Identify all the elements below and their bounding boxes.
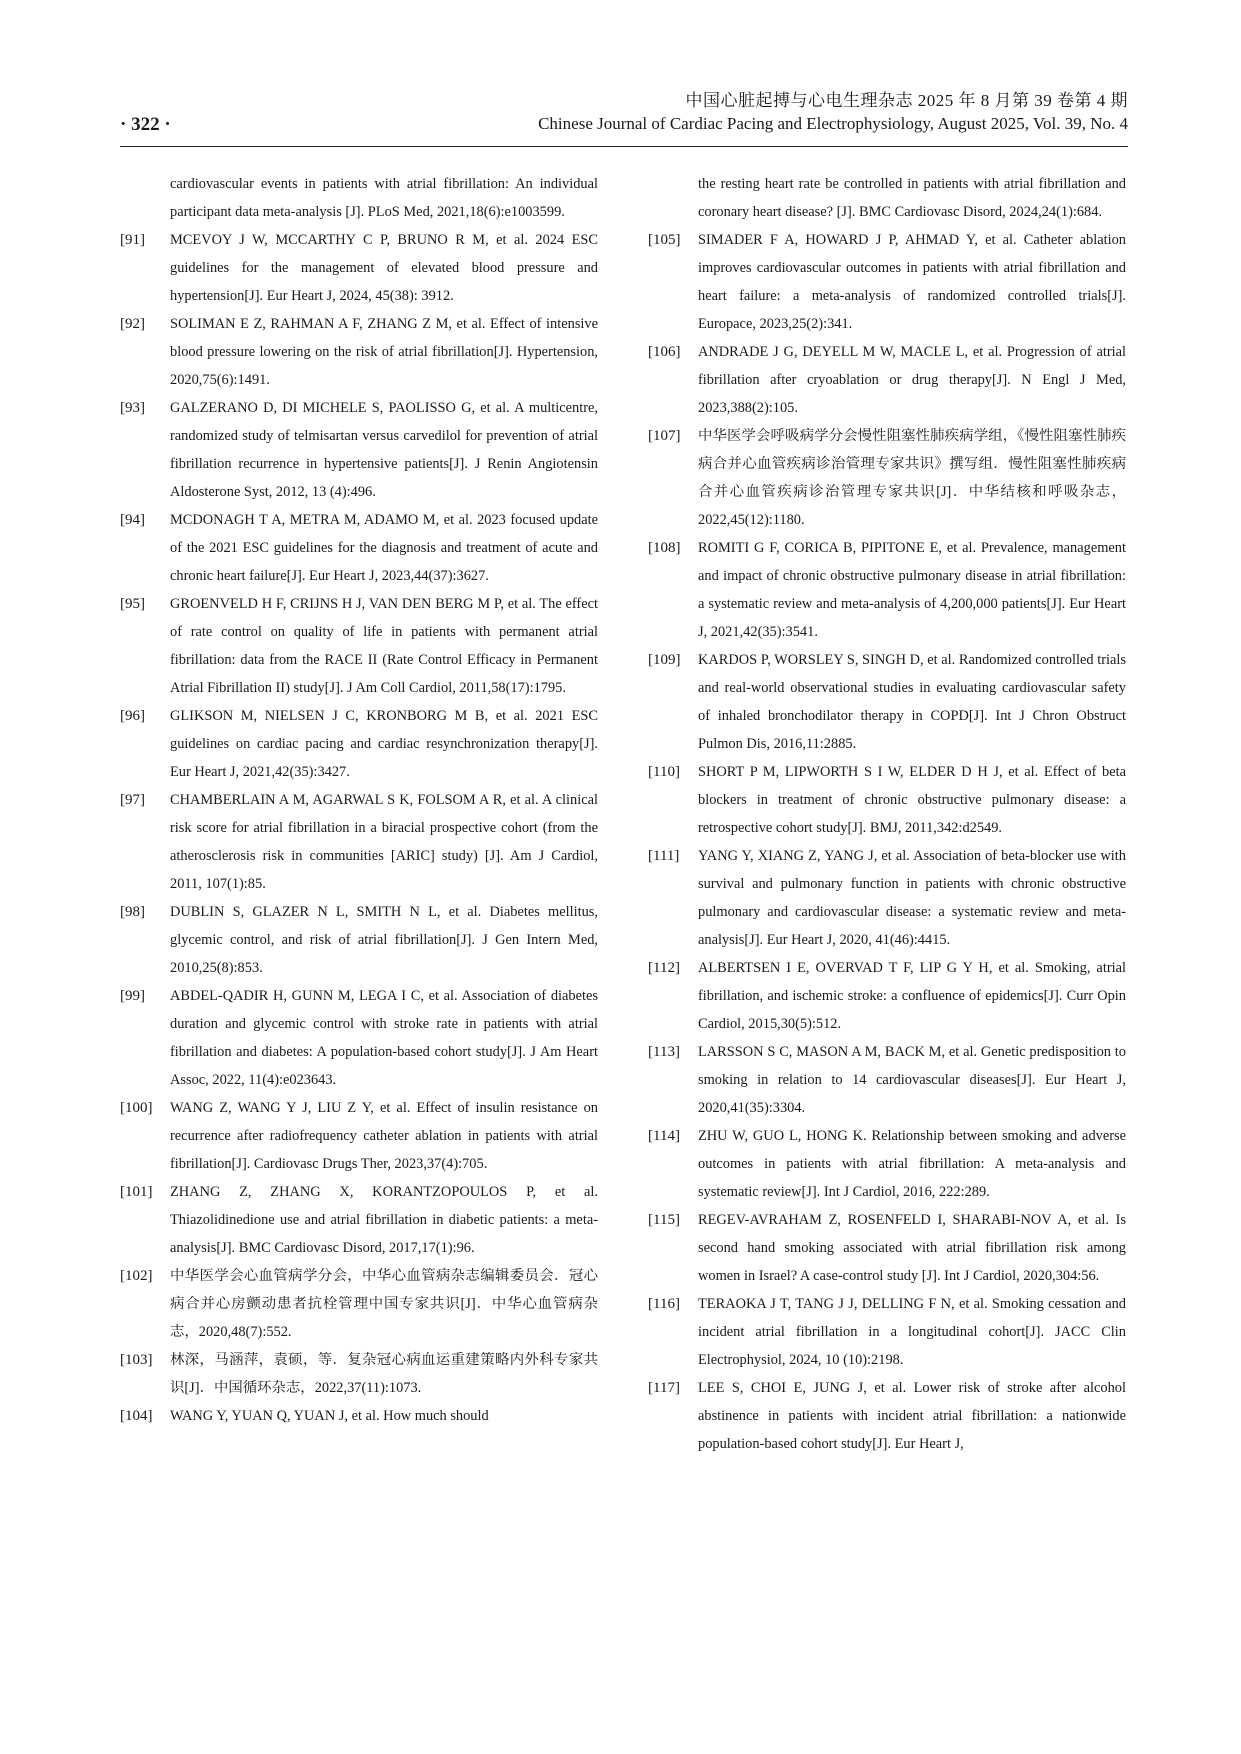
reference-text: ZHU W, GUO L, HONG K. Relationship between smoking and adverse outcomes in patients with atrial fibrillation: A meta-analysis and systematic review[J]. Int J Cardiol, 2016, 222:289. — [698, 1128, 1126, 1200]
reference-number: [106] — [648, 344, 681, 360]
reference-number: [100] — [120, 1100, 153, 1116]
reference-number: [103] — [120, 1352, 153, 1368]
reference-entry — [648, 338, 1126, 422]
reference-entry — [648, 422, 1126, 534]
reference-number: [96] — [120, 708, 145, 724]
reference-entry — [648, 1374, 1126, 1458]
reference-number: [114] — [648, 1128, 680, 1144]
reference-text: REGEV-AVRAHAM Z, ROSENFELD I, SHARABI-NOV A, et al. Is second hand smoking associated with atrial fibrillation risk among women in Israel? A case-control study [J]. Int J Cardiol, 2020,304:56. — [698, 1212, 1126, 1284]
reference-number: [108] — [648, 540, 681, 556]
reference-text: WANG Z, WANG Y J, LIU Z Y, et al. Effect of insulin resistance on recurrence after radiofrequency catheter ablation in patients with atrial fibrillation[J]. Cardiovasc Drugs Ther, 2023,37(4):705. — [170, 1100, 598, 1172]
reference-entry — [648, 758, 1126, 842]
reference-text: ABDEL-QADIR H, GUNN M, LEGA I C, et al. Association of diabetes duration and glycemic control with stroke rate in patients with atrial fibrillation and diabetes: A population-based cohort study[J]. J Am Heart Assoc, 2022, 11(4):e023643. — [170, 988, 598, 1088]
reference-entry — [648, 1038, 1126, 1122]
reference-entry — [120, 394, 598, 506]
reference-entry — [120, 506, 598, 590]
reference-text: LARSSON S C, MASON A M, BACK M, et al. Genetic predisposition to smoking in relation to 14 cardiovascular diseases[J]. Eur Heart J, 2020,41(35):3304. — [698, 1044, 1126, 1116]
reference-text: SIMADER F A, HOWARD J P, AHMAD Y, et al. Catheter ablation improves cardiovascular outcomes in patients with atrial fibrillation and heart failure: a meta-analysis of randomized controlled trials[J]. Europace, 2023,25(2):341. — [698, 232, 1126, 332]
reference-entry — [120, 590, 598, 702]
reference-entry — [648, 534, 1126, 646]
reference-entry — [120, 786, 598, 898]
reference-number: [92] — [120, 316, 145, 332]
reference-list-left-column — [120, 170, 598, 1430]
reference-text: DUBLIN S, GLAZER N L, SMITH N L, et al. Diabetes mellitus, glycemic control, and risk of atrial fibrillation[J]. J Gen Intern Med, 2010,25(8):853. — [170, 904, 598, 976]
reference-entry — [120, 702, 598, 786]
reference-text: SOLIMAN E Z, RAHMAN A F, ZHANG Z M, et al. Effect of intensive blood pressure lowering on the risk of atrial fibrillation[J]. Hypertension, 2020,75(6):1491. — [170, 316, 598, 388]
reference-entry — [120, 1346, 598, 1402]
reference-number: [116] — [648, 1296, 680, 1312]
header-rule — [120, 146, 1128, 147]
reference-entry — [120, 1094, 598, 1178]
reference-text: 林深，马涵萍，袁硕，等．复杂冠心病血运重建策略内外科专家共识[J]．中国循环杂志，2022,37(11):1073. — [170, 1352, 598, 1396]
reference-number: [112] — [648, 960, 680, 976]
reference-text: TERAOKA J T, TANG J J, DELLING F N, et al. Smoking cessation and incident atrial fibrillation in a longitudinal cohort[J]. JACC Clin Electrophysiol, 2024, 10 (10):2198. — [698, 1296, 1126, 1368]
reference-entry — [648, 954, 1126, 1038]
page-number: · 322 · — [120, 114, 171, 135]
reference-number: [107] — [648, 428, 681, 444]
reference-number: [95] — [120, 596, 145, 612]
reference-text: GROENVELD H F, CRIJNS H J, VAN DEN BERG M P, et al. The effect of rate control on quality of life in patients with permanent atrial fibrillation: data from the RACE II (Rate Control Efficacy in Permanent Atrial Fibrillation II) study[J]. J Am Coll Cardiol, 2011,58(17):1795. — [170, 596, 598, 696]
reference-number: [110] — [648, 764, 680, 780]
reference-text: the resting heart rate be controlled in patients with atrial fibrillation and coronary heart disease? [J]. BMC Cardiovasc Disord, 2024,24(1):684. — [698, 176, 1126, 220]
reference-text: MCEVOY J W, MCCARTHY C P, BRUNO R M, et al. 2024 ESC guidelines for the management of elevated blood pressure and hypertension[J]. Eur Heart J, 2024, 45(38): 3912. — [170, 232, 598, 304]
reference-entry — [120, 170, 598, 226]
reference-entry — [648, 1290, 1126, 1374]
reference-text: KARDOS P, WORSLEY S, SINGH D, et al. Randomized controlled trials and real-world observational studies in evaluating cardiovascular safety of inhaled bronchodilator therapy in COPD[J]. Int J Chron Obstruct Pulmon Dis, 2016,11:2885. — [698, 652, 1126, 752]
reference-entry — [648, 646, 1126, 758]
reference-number: [91] — [120, 232, 145, 248]
reference-list-right-column — [648, 170, 1126, 1458]
reference-number: [99] — [120, 988, 145, 1004]
reference-text: ANDRADE J G, DEYELL M W, MACLE L, et al. Progression of atrial fibrillation after cryoablation or drug therapy[J]. N Engl J Med, 2023,388(2):105. — [698, 344, 1126, 416]
reference-entry — [120, 1178, 598, 1262]
reference-entry — [120, 982, 598, 1094]
reference-entry — [648, 170, 1126, 226]
reference-entry — [648, 1122, 1126, 1206]
reference-number: [93] — [120, 400, 145, 416]
reference-text: SHORT P M, LIPWORTH S I W, ELDER D H J, et al. Effect of beta blockers in treatment of chronic obstructive pulmonary disease: a retrospective cohort study[J]. BMJ, 2011,342:d2549. — [698, 764, 1126, 836]
journal-header-cn: 中国心脏起搏与心电生理杂志 2025 年 8 月第 39 卷第 4 期 — [685, 91, 1128, 110]
reference-text: 中华医学会呼吸病学分会慢性阻塞性肺疾病学组，《慢性阻塞性肺疾病合并心血管疾病诊治管理专家共识》撰写组．慢性阻塞性肺疾病合并心血管疾病诊治管理专家共识[J]．中华结核和呼吸杂志，2022,45(12):1180. — [698, 428, 1126, 528]
reference-text: MCDONAGH T A, METRA M, ADAMO M, et al. 2023 focused update of the 2021 ESC guidelines for the diagnosis and treatment of acute and chronic heart failure[J]. Eur Heart J, 2023,44(37):3627. — [170, 512, 598, 584]
reference-number: [111] — [648, 848, 680, 864]
reference-text: CHAMBERLAIN A M, AGARWAL S K, FOLSOM A R, et al. A clinical risk score for atrial fibrillation in a biracial prospective cohort (from the atherosclerosis risk in communities [ARIC] study) [J]. Am J Cardiol, 2011, 107(1):85. — [170, 792, 598, 892]
reference-number: [94] — [120, 512, 145, 528]
reference-number: [113] — [648, 1044, 680, 1060]
reference-number: [97] — [120, 792, 145, 808]
reference-number: [109] — [648, 652, 681, 668]
reference-entry — [648, 842, 1126, 954]
reference-text: ZHANG Z, ZHANG X, KORANTZOPOULOS P, et al. Thiazolidinedione use and atrial fibrillation in diabetic patients: a meta-analysis[J]. BMC Cardiovasc Disord, 2017,17(1):96. — [170, 1184, 598, 1256]
reference-entry — [120, 898, 598, 982]
reference-number: [115] — [648, 1212, 680, 1228]
reference-number: [98] — [120, 904, 145, 920]
reference-number: [117] — [648, 1380, 680, 1396]
reference-text: 中华医学会心血管病学分会，中华心血管病杂志编辑委员会．冠心病合并心房颤动患者抗栓管理中国专家共识[J]．中华心血管病杂志，2020,48(7):552. — [170, 1268, 598, 1340]
reference-text: LEE S, CHOI E, JUNG J, et al. Lower risk of stroke after alcohol abstinence in patients with incident atrial fibrillation: a nationwide population-based cohort study[J]. Eur Heart J, — [698, 1380, 1126, 1452]
reference-entry — [648, 1206, 1126, 1290]
reference-entry — [120, 310, 598, 394]
reference-entry — [648, 226, 1126, 338]
reference-text: WANG Y, YUAN Q, YUAN J, et al. How much should — [170, 1408, 489, 1424]
reference-text: ROMITI G F, CORICA B, PIPITONE E, et al. Prevalence, management and impact of chronic obstructive pulmonary disease in atrial fibrillation: a systematic review and meta-analysis of 4,200,000 patients[J]. Eur Heart J, 2021,42(35):3541. — [698, 540, 1126, 640]
reference-number: [104] — [120, 1408, 153, 1424]
reference-entry — [120, 1262, 598, 1346]
reference-number: [102] — [120, 1268, 153, 1284]
reference-text: GLIKSON M, NIELSEN J C, KRONBORG M B, et al. 2021 ESC guidelines on cardiac pacing and cardiac resynchronization therapy[J]. Eur Heart J, 2021,42(35):3427. — [170, 708, 598, 780]
reference-text: cardiovascular events in patients with atrial fibrillation: An individual participant data meta-analysis [J]. PLoS Med, 2021,18(6):e1003599. — [170, 176, 598, 220]
journal-header-en: Chinese Journal of Cardiac Pacing and Electrophysiology, August 2025, Vol. 39, No. 4 — [538, 114, 1128, 133]
reference-text: ALBERTSEN I E, OVERVAD T F, LIP G Y H, et al. Smoking, atrial fibrillation, and ischemic stroke: a confluence of epidemics[J]. Curr Opin Cardiol, 2015,30(5):512. — [698, 960, 1126, 1032]
reference-number: [105] — [648, 232, 681, 248]
reference-text: YANG Y, XIANG Z, YANG J, et al. Association of beta-blocker use with survival and pulmonary function in patients with chronic obstructive pulmonary and cardiovascular disease: a systematic review and meta-analysis[J]. Eur Heart J, 2020, 41(46):4415. — [698, 848, 1126, 948]
reference-entry — [120, 226, 598, 310]
reference-number: [101] — [120, 1184, 153, 1200]
reference-entry — [120, 1402, 598, 1430]
reference-text: GALZERANO D, DI MICHELE S, PAOLISSO G, et al. A multicentre, randomized study of telmisartan versus carvedilol for prevention of atrial fibrillation recurrence in hypertensive patients[J]. J Renin Angiotensin Aldosterone Syst, 2012, 13 (4):496. — [170, 400, 598, 500]
